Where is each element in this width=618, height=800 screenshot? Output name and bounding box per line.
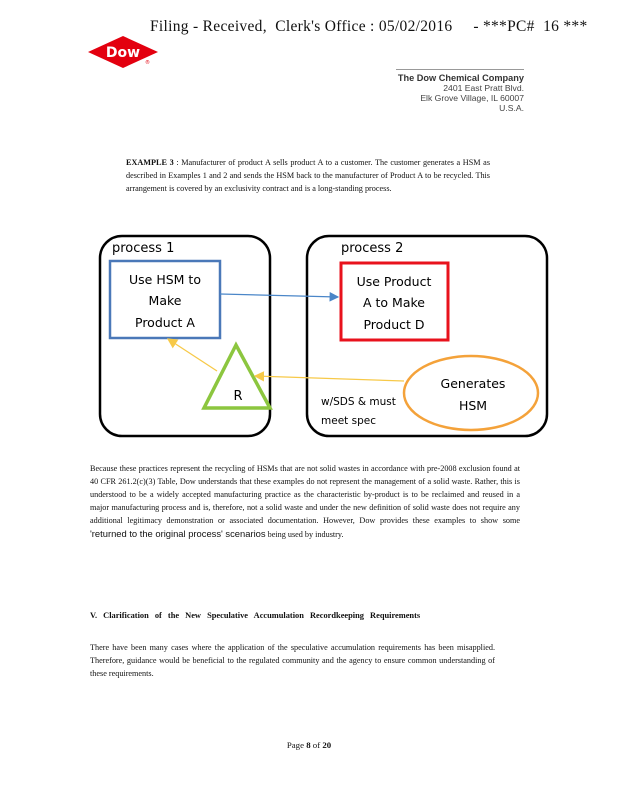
page-number: 8 <box>306 740 311 750</box>
process-2-label: process 2 <box>341 241 404 256</box>
page-footer <box>0 740 618 750</box>
filing-stamp: Filing - Received, Clerk's Office : 05/02/2016 - ***PC# 16 *** <box>150 18 588 35</box>
address-country: U.S.A. <box>499 103 524 113</box>
generates-hsm-ellipse <box>404 356 538 430</box>
dow-logo-text: Dow <box>105 45 141 61</box>
use-hsm-line-1: Use HSM to <box>129 272 201 287</box>
process-1-label: process 1 <box>112 241 175 256</box>
note-line-2: meet spec <box>321 415 376 427</box>
recycling-paragraph <box>90 462 520 541</box>
company-address <box>398 73 524 113</box>
generates-hsm-line-1: Generates <box>440 376 506 391</box>
arrow-to-process-2 <box>220 294 338 297</box>
section-heading: V. Clarification of the New Speculative Accumulation Recordkeeping Requirements <box>90 611 421 620</box>
generates-hsm-line-2: HSM <box>458 398 488 413</box>
use-hsm-line-2: Make <box>148 293 182 308</box>
recycling-text: Because these practices represent the recycling of HSMs that are not solid wastes in accordance with pre-2008 exclusion found at 40 CFR 261.2(c)(3) Table, Dow understands that these examples do not represent the management of a solid waste. Rather, this is understood to be a widely accepted manufacturing practice as the characteristic by-product is to be reclaimed and reused in a major manufacturing process and is, therefore, not a solid waste and under the new definition of solid waste does not require any additional legitimacy demonstration or associated documentation. However, Dow provides these examples to show some <box>90 464 520 525</box>
page-total: 20 <box>322 740 332 750</box>
company-name: The Dow Chemical Company <box>397 73 524 83</box>
dow-logo <box>88 34 158 70</box>
note-line-1: w/SDS & must <box>321 396 396 408</box>
recycle-label: R <box>233 389 243 404</box>
arrow-r-to-process-1 <box>168 339 217 371</box>
returned-scenarios-text: 'returned to the original process' scenarios <box>90 528 266 539</box>
address-rule <box>396 69 524 70</box>
use-product-line-3: Product D <box>363 317 425 332</box>
example-3-paragraph <box>126 156 490 195</box>
arrow-hsm-to-r <box>255 376 404 381</box>
use-hsm-line-3: Product A <box>135 315 195 330</box>
example-label: EXAMPLE 3 <box>126 158 174 167</box>
page-label: Page <box>286 740 304 750</box>
use-product-line-2: A to Make <box>363 295 425 310</box>
process-diagram <box>98 233 506 443</box>
address-city: Elk Grove Village, IL 60007 <box>420 93 524 103</box>
use-product-line-1: Use Product <box>356 274 432 289</box>
recycling-text-end: being used by industry. <box>267 530 344 539</box>
address-street: 2401 East Pratt Blvd. <box>443 83 524 93</box>
page-of: of <box>312 740 321 750</box>
example-text: : Manufacturer of product A sells product A to a customer. The customer generates a HSM as described in Examples 1 and 2 and sends the HSM back to the manufacturer of Product A to be recycled. This arrangement is covered by an exclusivity contract and is a long-standing process. <box>126 158 491 193</box>
speculative-paragraph: There have been many cases where the application of the speculative accumulation requirements has been misapplied. Therefore, guidance would be beneficial to the regulated community and the agency to ensure common understanding of these requirements. <box>90 643 495 678</box>
registered-mark: ® <box>145 60 150 66</box>
